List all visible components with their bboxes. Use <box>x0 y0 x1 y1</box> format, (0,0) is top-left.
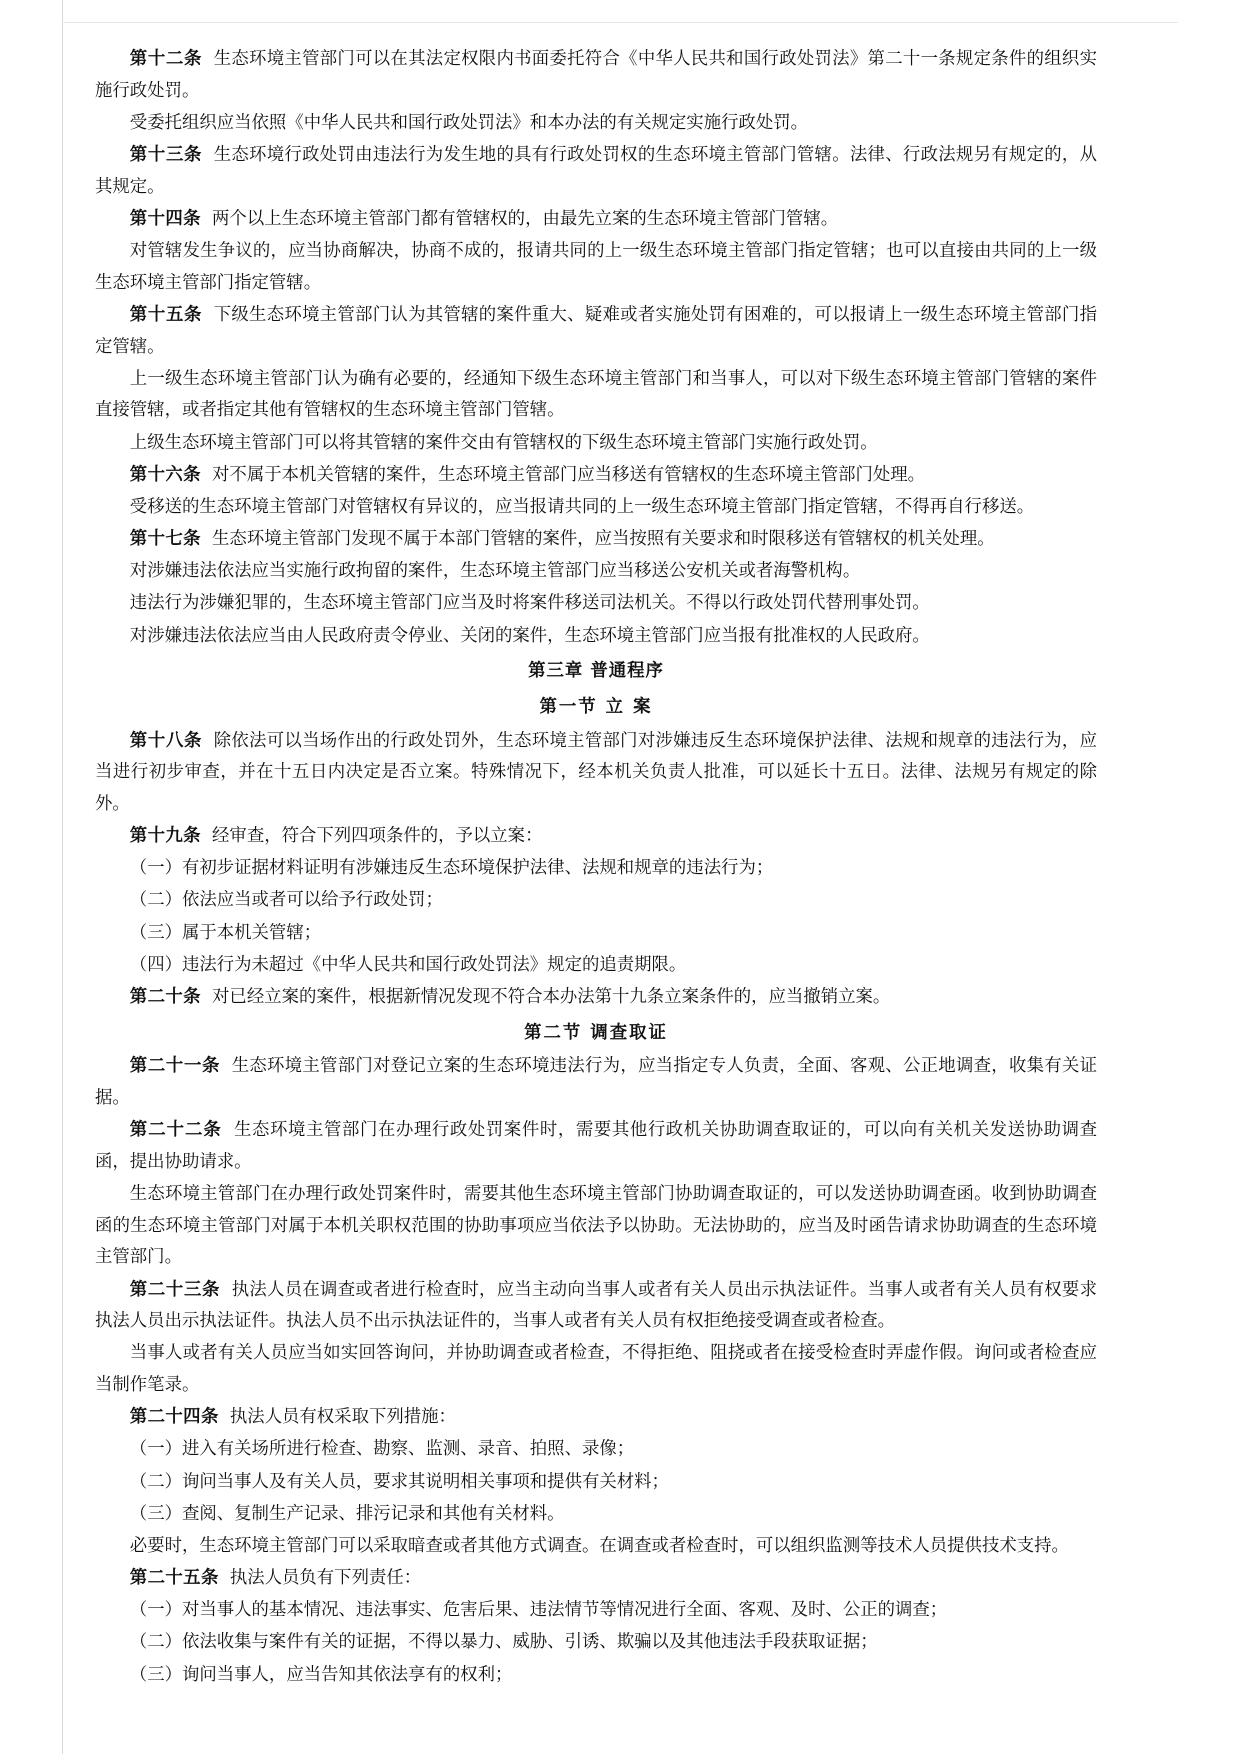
list-item: （三）询问当事人，应当告知其依法享有的权利； <box>129 1664 513 1685</box>
list-item: （二）依法收集与案件有关的证据，不得以暴力、威胁、引诱、欺骗以及其他违法手段获取证据； <box>129 1632 878 1653</box>
chapter-heading: 第三章 普通程序 <box>528 661 664 682</box>
article-number: 第十九条 <box>129 826 201 847</box>
article-number: 第十二条 <box>129 49 203 69</box>
paragraph: 对涉嫌违法依法应当由人民政府责令停业、关闭的案件，生态环境主管部门应当报有批准权的人民政府。 <box>129 625 930 646</box>
article-number: 第二十一条 <box>129 1056 221 1077</box>
article-number: 第二十二条 <box>129 1120 222 1141</box>
list-item: （二）询问当事人及有关人员，要求其说明相关事项和提供有关材料； <box>129 1471 669 1492</box>
article-number: 第十四条 <box>129 208 201 229</box>
article-paragraph <box>95 524 1097 556</box>
paragraph: 对管辖发生争议的，应当协商解决，协商不成的，报请共同的上一级生态环境主管部门指定管辖；也可以直接由共同的上一级生态环境主管部门指定管辖。 <box>95 241 1097 293</box>
article-paragraph <box>95 821 1097 853</box>
article-text: 生态环境主管部门对登记立案的生态环境违法行为，应当指定专人负责，全面、客观、公正地调查，收集有关证据。 <box>95 1056 1097 1108</box>
article-text: 生态环境主管部门可以在其法定权限内书面委托符合《中华人民共和国行政处罚法》第二十一条规定条件的组织实施行政处罚。 <box>95 49 1097 101</box>
article-paragraph <box>95 1563 1097 1595</box>
article-number: 第十七条 <box>129 529 201 550</box>
list-item: （一）有初步证据材料证明有涉嫌违反生态环境保护法律、法规和规章的违法行为； <box>129 858 774 879</box>
article-text: 生态环境行政处罚由违法行为发生地的具有行政处罚权的生态环境主管部门管辖。法律、行政法规另有规定的，从其规定。 <box>95 145 1097 197</box>
section-heading: 第二节 调查取证 <box>524 1022 668 1043</box>
paragraph: 受委托组织应当依照《中华人民共和国行政处罚法》和本办法的有关规定实施行政处罚。 <box>129 112 809 133</box>
article-text: 生态环境主管部门在办理行政处罚案件时，需要其他行政机关协助调查取证的，可以向有关机关发送协助调查函，提出协助请求。 <box>95 1120 1097 1172</box>
article-paragraph <box>95 1275 1097 1338</box>
paragraph: 上级生态环境主管部门可以将其管辖的案件交由有管辖权的下级生态环境主管部门实施行政处罚。 <box>129 432 878 453</box>
article-paragraph <box>95 300 1097 363</box>
paragraph: 对涉嫌违法依法应当实施行政拘留的案件，生态环境主管部门应当移送公安机关或者海警机构。 <box>129 561 861 582</box>
article-paragraph <box>95 204 1097 236</box>
article-paragraph <box>95 1051 1097 1114</box>
article-number: 第二十条 <box>129 986 201 1007</box>
article-number: 第十六条 <box>129 464 201 485</box>
article-text: 生态环境主管部门发现不属于本部门管辖的案件，应当按照有关要求和时限移送有管辖权的机关处理。 <box>212 529 995 550</box>
article-paragraph <box>95 726 1097 821</box>
article-paragraph <box>95 1115 1097 1178</box>
paragraph: 当事人或者有关人员应当如实回答询问，并协助调查或者检查，不得拒绝、阻挠或者在接受检查时弄虚作假。询问或者检查应当制作笔录。 <box>95 1343 1097 1396</box>
list-item: （三）属于本机关管辖； <box>129 922 322 943</box>
article-paragraph <box>95 982 1097 1014</box>
list-item: （二）依法应当或者可以给予行政处罚； <box>129 890 443 911</box>
article-number: 第二十五条 <box>129 1568 219 1589</box>
article-text: 对已经立案的案件，根据新情况发现不符合本办法第十九条立案条件的，应当撤销立案。 <box>212 986 891 1007</box>
article-number: 第二十四条 <box>129 1407 219 1428</box>
article-text: 两个以上生态环境主管部门都有管辖权的，由最先立案的生态环境主管部门管辖。 <box>212 208 839 229</box>
article-text: 经审查，符合下列四项条件的，予以立案： <box>212 826 543 847</box>
article-paragraph <box>95 44 1097 107</box>
article-number: 第二十三条 <box>129 1279 221 1300</box>
article-text: 下级生态环境主管部门认为其管辖的案件重大、疑难或者实施处罚有困难的，可以报请上一级生态环境主管部门指定管辖。 <box>95 304 1097 357</box>
list-item: （一）对当事人的基本情况、违法事实、危害后果、违法情节等情况进行全面、客观、及时、公正的调查； <box>129 1600 948 1621</box>
article-number: 第十八条 <box>129 730 203 751</box>
document-body <box>95 44 1097 1692</box>
section-heading: 第一节 立 案 <box>539 696 653 717</box>
list-item: （三）查阅、复制生产记录、排污记录和其他有关材料。 <box>129 1503 565 1524</box>
article-text: 除依法可以当场作出的行政处罚外，生态环境主管部门对涉嫌违反生态环境保护法律、法规和规章的违法行为，应当进行初步审查，并在十五日内决定是否立案。特殊情况下，经本机关负责人批准，可以延长十五日。法律、法规另有规定的除外。 <box>95 730 1097 814</box>
article-number: 第十五条 <box>129 304 203 325</box>
paragraph: 必要时，生态环境主管部门可以采取暗查或者其他方式调查。在调查或者检查时，可以组织监测等技术人员提供技术支持。 <box>129 1535 1069 1556</box>
article-text: 执法人员负有下列责任： <box>229 1568 422 1589</box>
list-item: （四）违法行为未超过《中华人民共和国行政处罚法》规定的追责期限。 <box>129 954 687 975</box>
page-border-left <box>62 0 63 1754</box>
paragraph: 生态环境主管部门在办理行政处罚案件时，需要其他生态环境主管部门协助调查取证的，可以发送协助调查函。收到协助调查函的生态环境主管部门对属于本机关职权范围的协助事项应当依法予以协助。无法协助的，应当及时函告请求协助调查的生态环境主管部门。 <box>95 1184 1097 1268</box>
article-text: 执法人员在调查或者进行检查时，应当主动向当事人或者有关人员出示执法证件。当事人或者有关人员有权要求执法人员出示执法证件。执法人员不出示执法证件的，当事人或者有关人员有权拒绝接受调查或者检查。 <box>95 1279 1097 1332</box>
paragraph: 违法行为涉嫌犯罪的，生态环境主管部门应当及时将案件移送司法机关。不得以行政处罚代替刑事处罚。 <box>129 593 930 614</box>
article-paragraph <box>95 140 1097 203</box>
page-border-top <box>62 22 1178 23</box>
list-item: （一）进入有关场所进行检查、勘察、监测、录音、拍照、录像； <box>129 1439 635 1460</box>
article-text: 对不属于本机关管辖的案件，生态环境主管部门应当移送有管辖权的生态环境主管部门处理。 <box>212 464 926 485</box>
article-text: 执法人员有权采取下列措施： <box>229 1407 456 1428</box>
paragraph: 上一级生态环境主管部门认为确有必要的，经通知下级生态环境主管部门和当事人，可以对下级生态环境主管部门管辖的案件直接管辖，或者指定其他有管辖权的生态环境主管部门管辖。 <box>95 368 1097 421</box>
article-paragraph <box>95 1402 1097 1434</box>
article-paragraph <box>95 460 1097 492</box>
article-number: 第十三条 <box>129 145 203 166</box>
paragraph: 受移送的生态环境主管部门对管辖权有异议的，应当报请共同的上一级生态环境主管部门指定管辖，不得再自行移送。 <box>129 496 1035 517</box>
